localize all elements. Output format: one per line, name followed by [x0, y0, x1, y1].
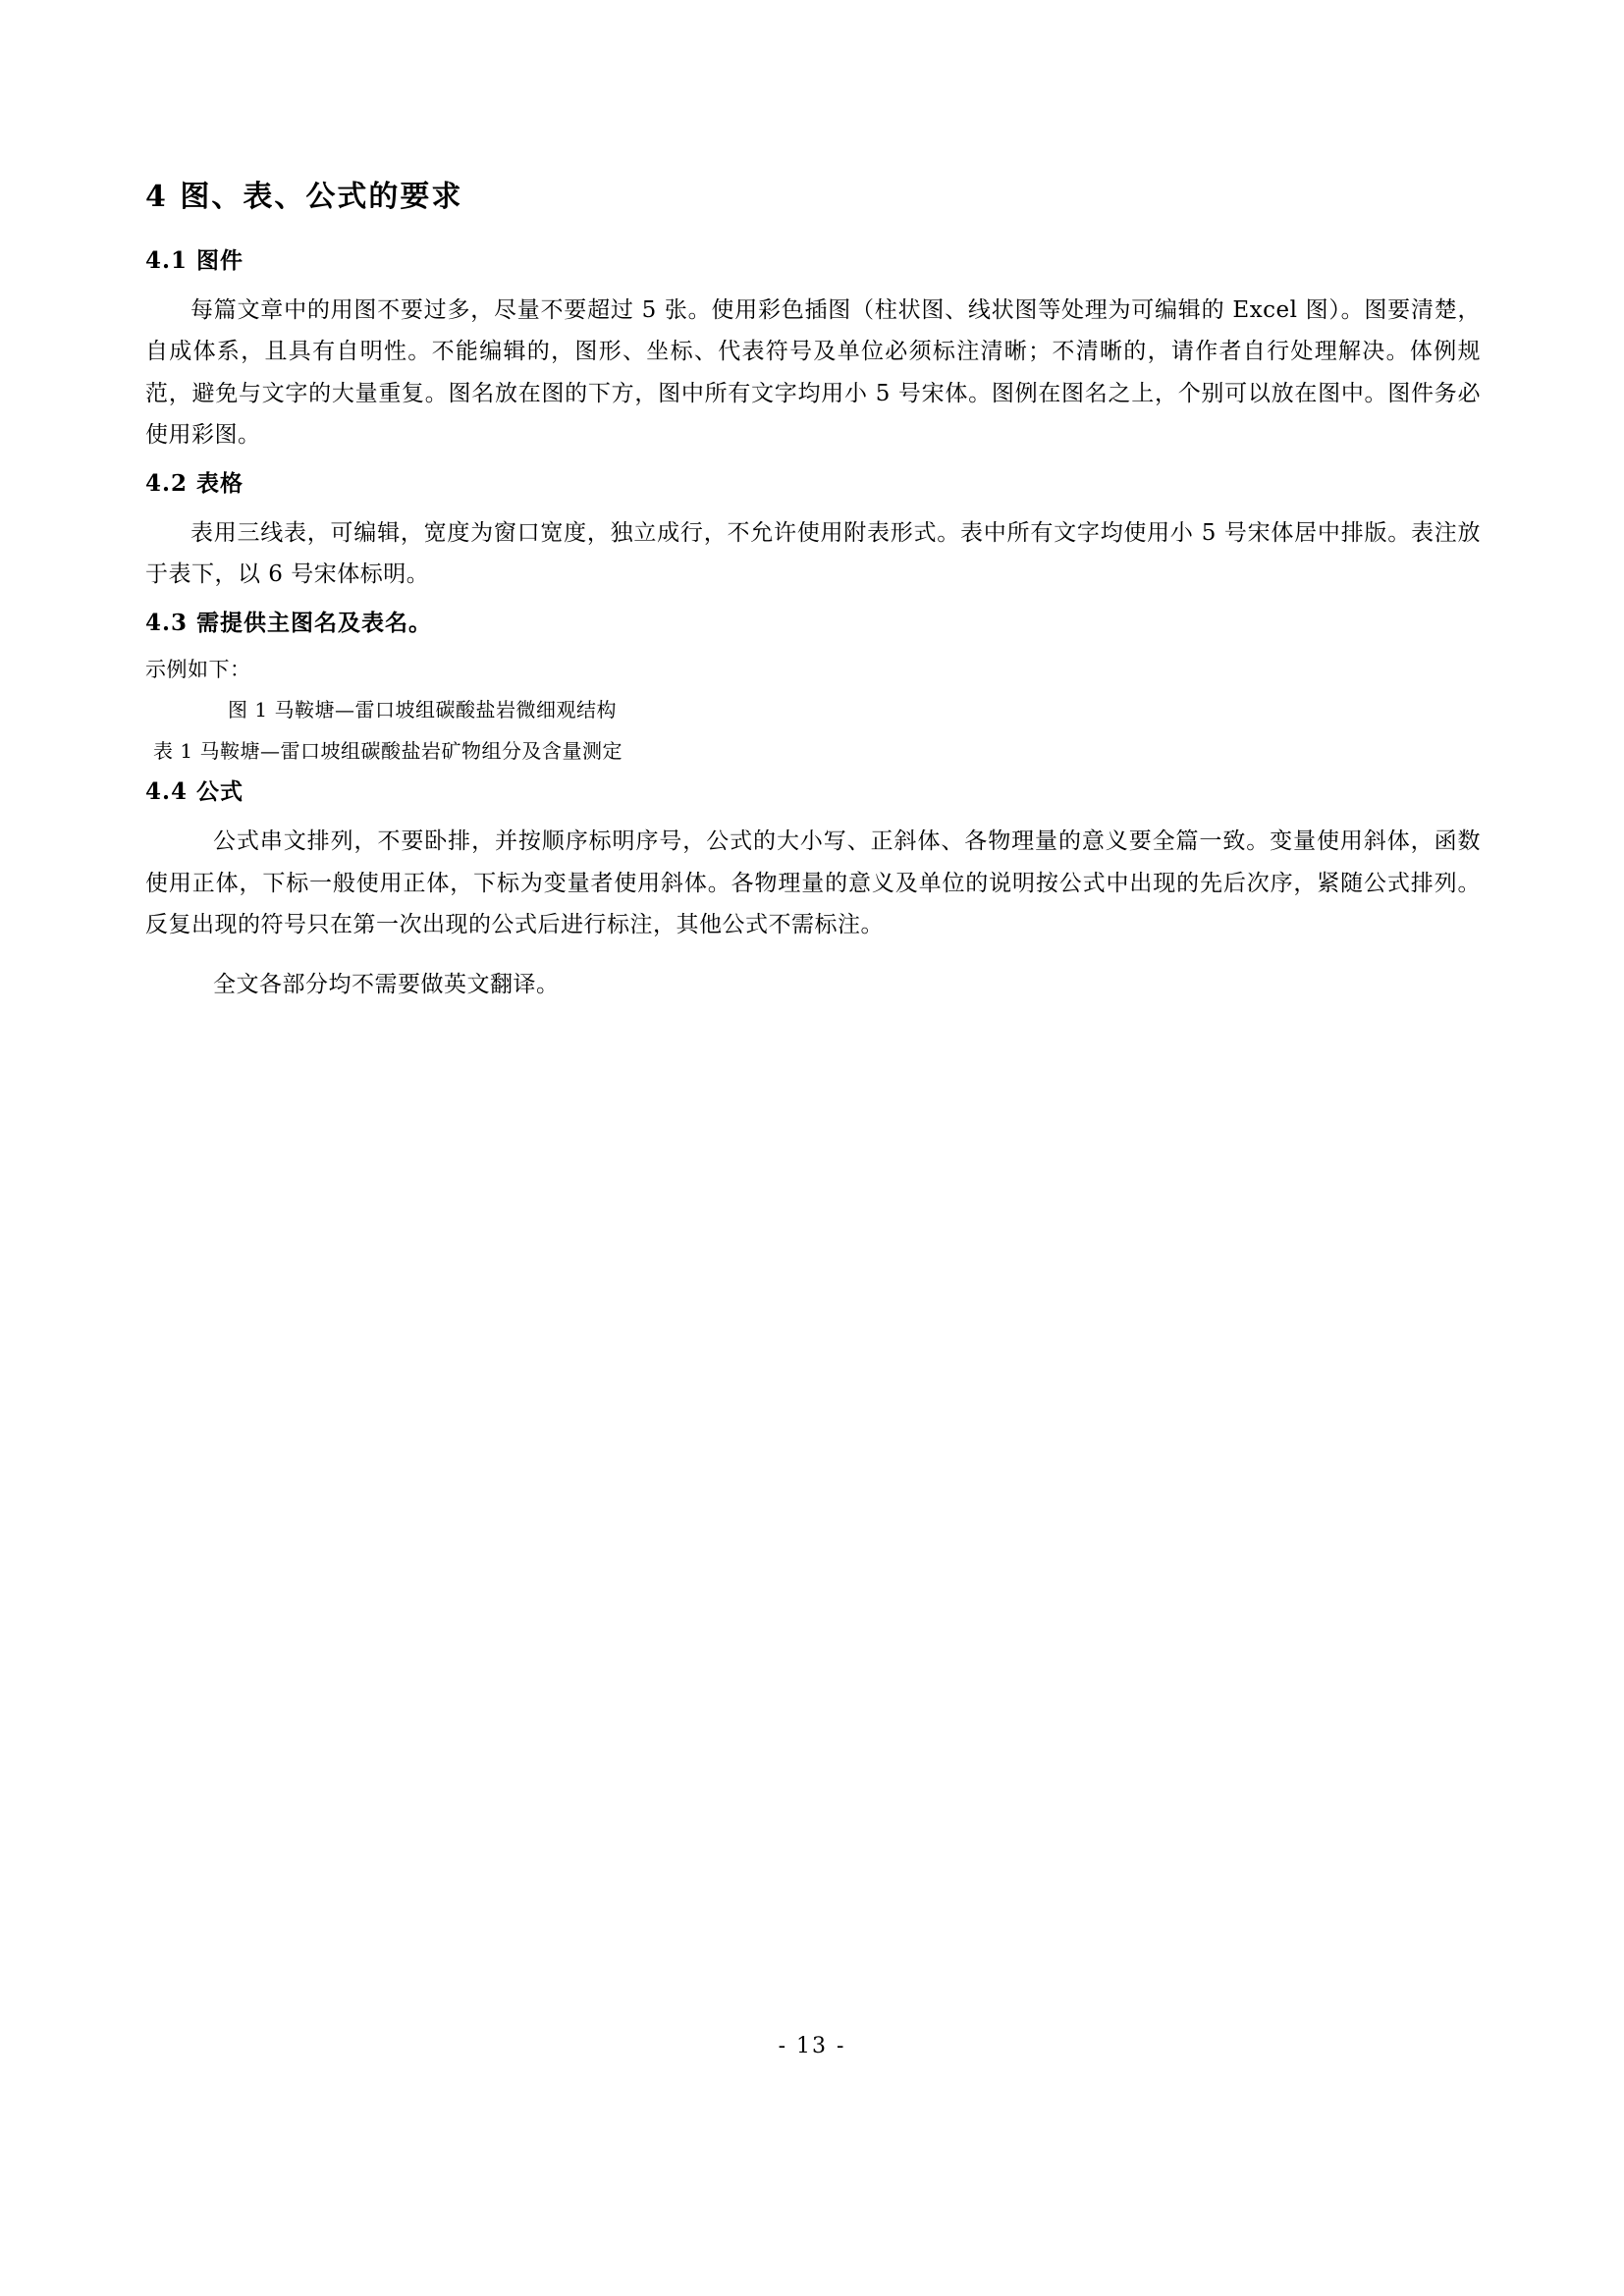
subsection-body-4-2: 表用三线表，可编辑，宽度为窗口宽度，独立成行，不允许使用附表形式。表中所有文字均使用小 5 号宋体居中排版。表注放于表下，以 6 号宋体标明。: [145, 519, 1481, 588]
subsection-heading-4-1: 4.1 图件: [145, 247, 244, 274]
subsection-body-4-4: 公式串文排列，不要卧排，并按顺序标明序号，公式的大小写、正斜体、各物理量的意义要全篇一致。变量使用斜体，函数使用正体，下标一般使用正体，下标为变量者使用斜体。各物理量的意义及单位的说明按公式中出现的先后次序，紧随公式排列。反复出现的符号只在第一次出现的公式后进行标注，其他公式不需标注。: [145, 828, 1481, 938]
subsection-heading-4-2: 4.2 表格: [145, 469, 244, 497]
closing-paragraph: 全文各部分均不需要做英文翻译。: [213, 971, 560, 997]
paragraph-spacer: [145, 956, 1481, 964]
page-content: [145, 177, 1481, 1015]
subsection-heading-4-4: 4.4 公式: [145, 778, 244, 806]
page-number-footer: - 13 -: [778, 2034, 846, 2058]
subsection-body-4-1: 每篇文章中的用图不要过多，尽量不要超过 5 张。使用彩色插图（柱状图、线状图等处理为可编辑的 Excel 图）。图要清楚，自成体系，且具有自明性。不能编辑的，图形、坐标、代表符号及单位必须标注清晰；不清晰的，请作者自行处理解决。体例规范，避免与文字的大量重复。图名放在图的下方，图中所有文字均用小 5 号宋体。图例在图名之上，个别可以放在图中。图件务必使用彩图。: [145, 296, 1481, 449]
section-heading: 4 图、表、公式的要求: [145, 180, 463, 214]
example-table-caption: 表 1 马鞍塘—雷口坡组碳酸盐岩矿物组分及含量测定: [153, 739, 623, 764]
example-label: 示例如下：: [145, 657, 251, 681]
example-figure-caption: 图 1 马鞍塘—雷口坡组碳酸盐岩微细观结构: [228, 698, 617, 722]
subsection-heading-4-3: 4.3 需提供主图名及表名。: [145, 609, 433, 636]
